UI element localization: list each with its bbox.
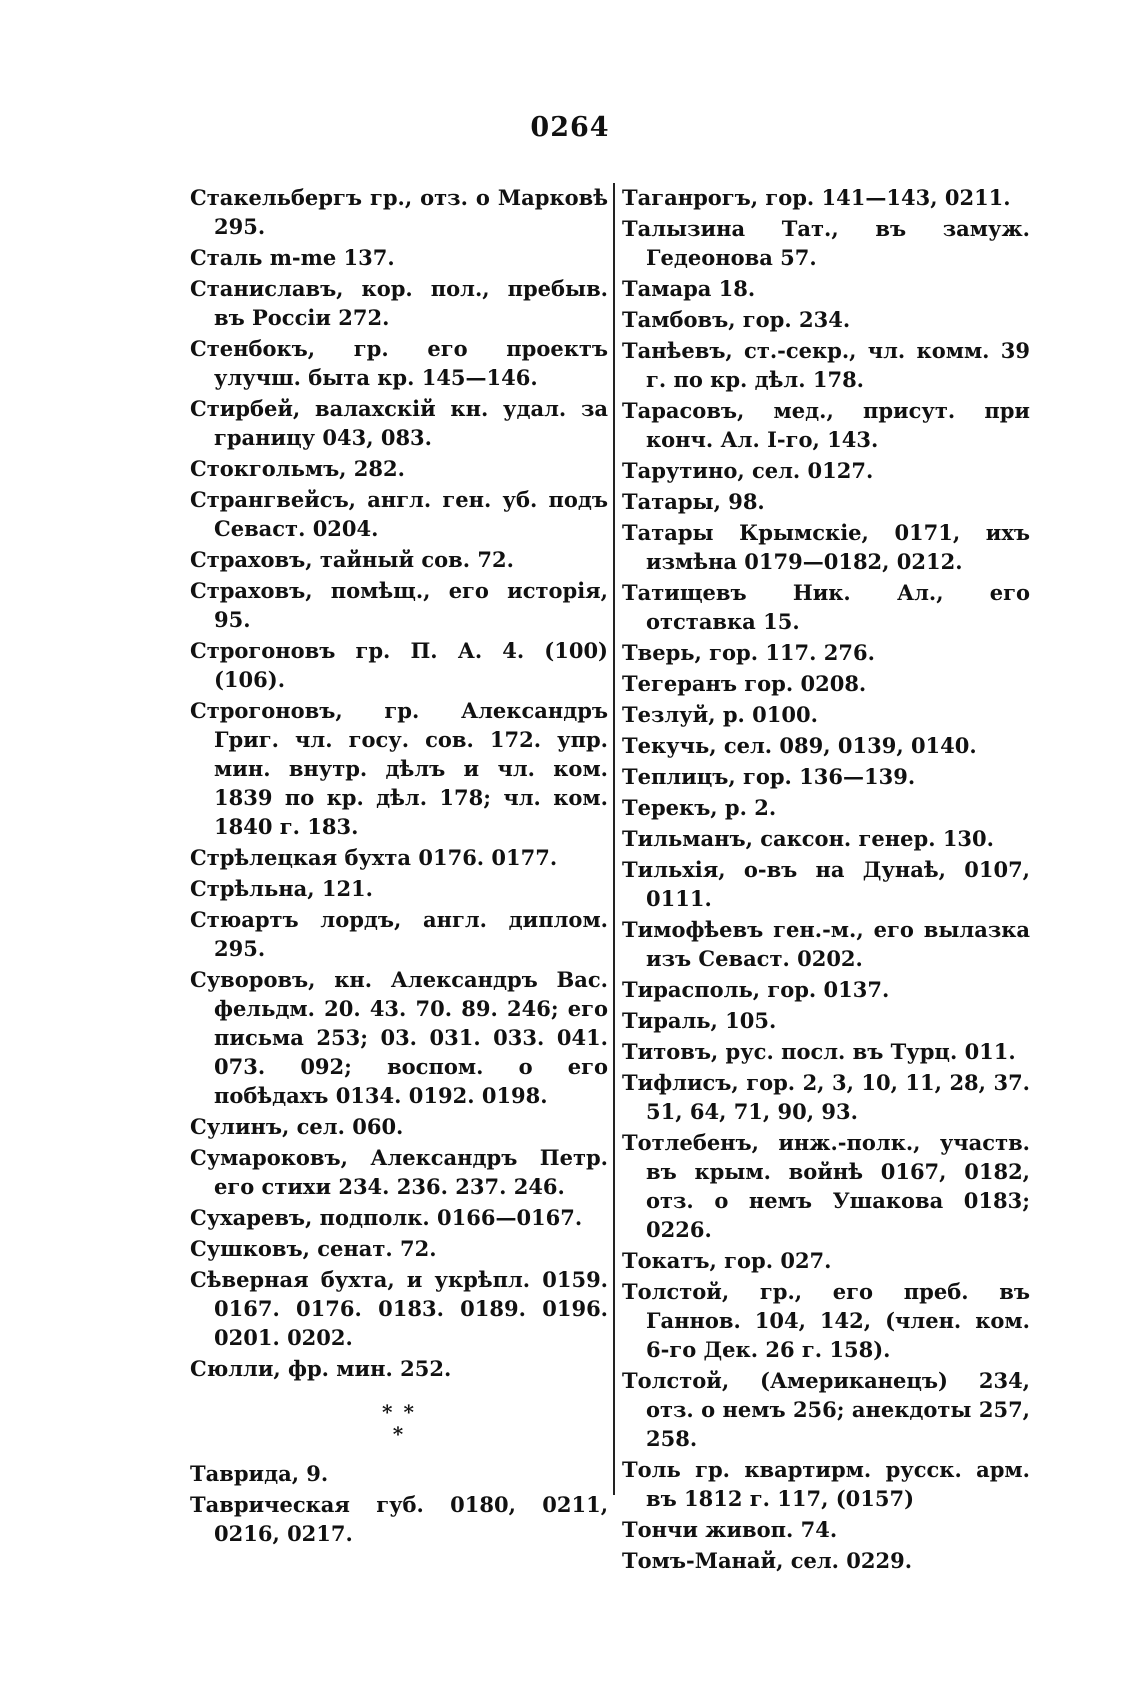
index-entry: Сюлли, фр. мин. 252. [190, 1356, 452, 1381]
left-entries-before-separator [190, 183, 608, 1383]
index-entry: Теплицъ, гор. 136—139. [622, 764, 916, 789]
index-entry: Стирбей, валахскій кн. удал. за границу 043, 083. [190, 396, 608, 450]
index-entry: Тифлисъ, гор. 2, 3, 10, 11, 28, 37. 51, 64, 71, 90, 93. [622, 1070, 1030, 1124]
index-entry: Сулинъ, сел. 060. [190, 1114, 404, 1139]
index-entry: Стрѣлецкая бухта 0176. 0177. [190, 845, 558, 870]
index-entry: Сталь m-me 137. [190, 245, 395, 270]
column-divider [613, 183, 615, 1495]
index-entry: Татищевъ Ник. Ал., его отставка 15. [622, 580, 1030, 634]
index-entry: Тезлуй, р. 0100. [622, 702, 818, 727]
index-entry: Татары, 98. [622, 489, 765, 514]
separator-asterisk: * [392, 1422, 406, 1446]
index-entry: Тильхія, о-въ на Дунаѣ, 0107, 0111. [622, 857, 1030, 911]
page-number: 0264 [530, 112, 610, 143]
index-entry: Токатъ, гор. 027. [622, 1248, 832, 1273]
index-entry: Толстой, гр., его преб. въ Ганнов. 104, 142, (член. ком. 6-го Дек. 26 г. 158). [622, 1279, 1030, 1362]
index-entry: Стрѣльна, 121. [190, 876, 373, 901]
left-entries-after-separator [190, 1459, 608, 1548]
index-entry: Тамбовъ, гор. 234. [622, 307, 851, 332]
index-entry: Таврида, 9. [190, 1461, 329, 1486]
index-entry: Талызина Тат., въ замуж. Гедеонова 57. [622, 216, 1030, 270]
index-entry: Стокгольмъ, 282. [190, 456, 405, 481]
index-entry: Тамара 18. [622, 276, 756, 301]
index-entry: Странгвейсъ, англ. ген. уб. подъ Севаст. 0204. [190, 487, 608, 541]
index-entry: Сумароковъ, Александръ Петр. его стихи 234. 236. 237. 246. [190, 1145, 608, 1199]
index-entry: Толь гр. квартирм. русск. арм. въ 1812 г. 117, (0157) [622, 1457, 1030, 1511]
index-entry: Танѣевъ, ст.-секр., чл. комм. 39 г. по кр. дѣл. 178. [622, 338, 1030, 392]
index-entry: Титовъ, рус. посл. въ Турц. 011. [622, 1039, 1016, 1064]
index-entry: Страховъ, тайный сов. 72. [190, 547, 514, 572]
index-entry: Тираль, 105. [622, 1008, 777, 1033]
index-entry: Сухаревъ, подполк. 0166—0167. [190, 1205, 583, 1230]
right-column [622, 183, 1030, 1577]
index-entry: Сушковъ, сенат. 72. [190, 1236, 437, 1261]
index-entry: Тильманъ, саксон. генер. 130. [622, 826, 994, 851]
index-entry: Сѣверная бухта, и укрѣпл. 0159. 0167. 0176. 0183. 0189. 0196. 0201. 0202. [190, 1267, 608, 1350]
index-entry: Толстой, (Американецъ) 234, отз. о немъ 256; анекдоты 257, 258. [622, 1368, 1030, 1451]
index-entry: Страховъ, помѣщ., его исторія, 95. [190, 578, 608, 632]
index-entry: Текучь, сел. 089, 0139, 0140. [622, 733, 977, 758]
section-separator [190, 1401, 608, 1445]
index-entry: Стенбокъ, гр. его проектъ улучш. быта кр. 145—146. [190, 336, 608, 390]
index-entry: Строгоновъ гр. П. А. 4. (100) (106). [190, 638, 608, 692]
index-entry: Терекъ, р. 2. [622, 795, 777, 820]
index-entry: Тимофѣевъ ген.-м., его вылазка изъ Севаст. 0202. [622, 917, 1030, 971]
separator-asterisks: * * [382, 1400, 416, 1424]
index-entry: Тотлебенъ, инж.-полк., участв. въ крым. войнѣ 0167, 0182, отз. о немъ Ушакова 0183; 0226. [622, 1130, 1030, 1242]
index-entry: Тверь, гор. 117. 276. [622, 640, 875, 665]
right-entries [622, 183, 1030, 1575]
index-entry: Тончи живоп. 74. [622, 1517, 838, 1542]
index-entry: Суворовъ, кн. Александръ Вас. фельдм. 20. 43. 70. 89. 246; его письма 253; 03. 031. 033. 041. 073. 092; воспом. о его побѣдахъ 0134. 0192. 0198. [190, 967, 608, 1108]
left-column [190, 183, 608, 1550]
index-entry: Тегеранъ гор. 0208. [622, 671, 867, 696]
index-entry: Стюартъ лордъ, англ. диплом. 295. [190, 907, 608, 961]
index-entry: Тарутино, сел. 0127. [622, 458, 874, 483]
index-entry: Стакельбергъ гр., отз. о Марковѣ 295. [190, 185, 608, 239]
index-entry: Татары Крымскіе, 0171, ихъ измѣна 0179—0182, 0212. [622, 520, 1030, 574]
index-entry: Томъ-Манай, сел. 0229. [622, 1548, 913, 1573]
index-entry: Таврическая губ. 0180, 0211, 0216, 0217. [190, 1492, 608, 1546]
index-entry: Тирасполь, гор. 0137. [622, 977, 890, 1002]
index-entry: Строгоновъ, гр. Александръ Григ. чл. госу. сов. 172. упр. мин. внутр. дѣлъ и чл. ком. 1839 по кр. дѣл. 178; чл. ком. 1840 г. 183. [190, 698, 608, 839]
index-entry: Таганрогъ, гор. 141—143, 0211. [622, 185, 1011, 210]
index-entry: Тарасовъ, мед., присут. при конч. Ал. I-го, 143. [622, 398, 1030, 452]
index-entry: Станиславъ, кор. пол., пребыв. въ Россіи 272. [190, 276, 608, 330]
